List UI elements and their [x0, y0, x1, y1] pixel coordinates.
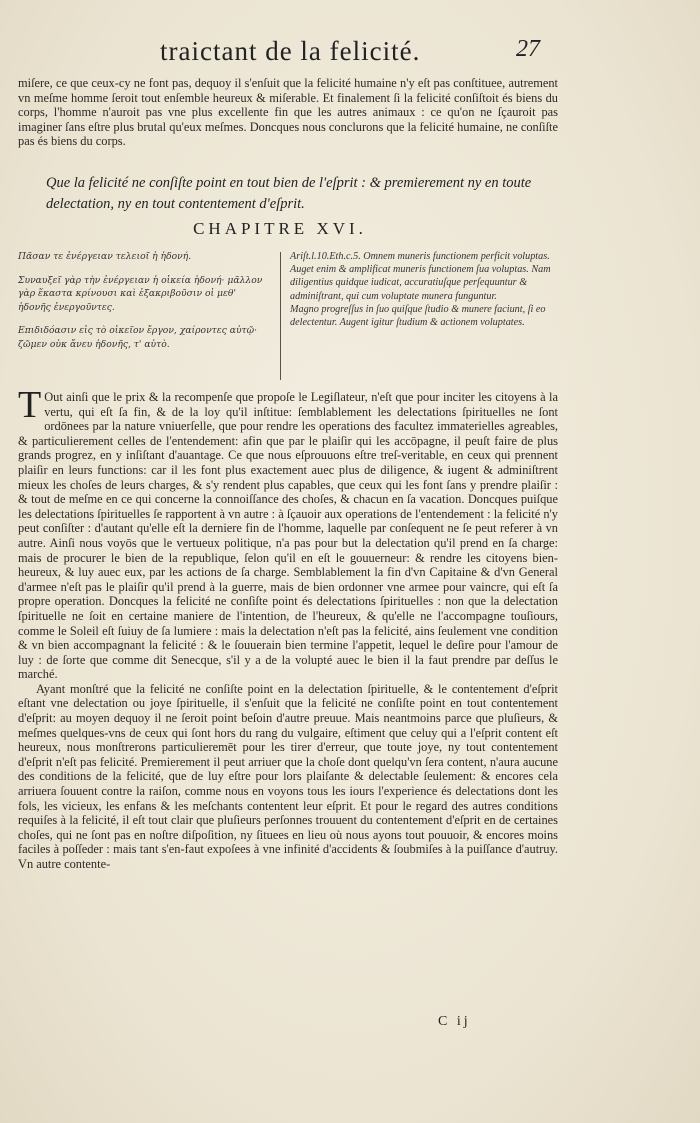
running-head: traictant de la felicité. [160, 36, 421, 66]
greek-quote: Πᾶσαν τε ἐνέργειαν τελειοῖ ἡ ἡδονή. [18, 251, 192, 262]
latin-notes [290, 250, 552, 329]
paragraph-1-text: Out ainſi que le prix & la recompenſe que propoſe le Legiſlateur, n'eſt que pour inciter les citoyens à la vertu, qui eſt ſa fin, & de la loy qu'il inſtitue: ſemblablement les delectations ſpirituelles ne ſont ordōnees par la nature vniuerſelle, que pour rendre les operations des facultez immaterielles agreables, & particulierement celles de l'entendement: afin que par le plaiſir qui les accōpagne, il peuſt faire de plus grands progrez, en y inſiſtant d'auantage. Ce que nous eſprouuons eſtre treſ-veritable, en ceux qui prennent plaiſir en leurs functions: car il les font plus exactement auec plus de diligence, & iugent & adminiſtrent mieux les choſes de leurs charges, & s'y rendent plus capables, que ceux qui les font ſans y prendre plaiſir : & tout de meſme en ce qui concerne la connoiſſance des choſes, & chacun en ſa vacation. Doncques puiſque les delectations ſpirituelles ſe rapportent à vn autre : à ſçauoir aux operations de l'entendement : la felicité n'y peut conſiſter : d'autant qu'elle eſt la derniere fin de l'homme, laquelle par conſequent ne ſe peut referer à vn autre. Ainſi nous voyōs que le vertueux politique, n'a pas pour but la delectation qu'il prend en ſa charge: mais de procurer le bien de la republique, ſelon qu'il en eſt le gouuerneur: & rendre les citoyens bien-heureux, & luy auec eux, par les actions de ſa charge. Semblablement la fin d'vn Capitaine & d'vn General d'armee n'eſt pas le plaiſir qu'il prend à la guerre, mais de bien ordonner vne armee pour vaincre, qui eſt ſa propre operation. Doncques la felicité ne conſiſte point és delectations ſpirituelles : non que la delectation ſpirituelle ne ſoit en certaine maniere de l'intention, de l'heureux, & qu'elle ne l'accompagne touſiours, comme le Soleil eſt ſuiuy de ſa lumiere : mais la delectation n'eſt pas la felicité, ains ſeulement vne condition & vn bien accompagnant la felicité : & le ſouuerain bien termine l'appetit, lequel le deſire pour l'amour de luy : de ſorte que comme dit Senecque, s'il y a de la volupté auec le bien il la faut prendre par deſſus le marché. [18, 390, 558, 682]
chapter-rubric: Que la felicité ne conſiſte point en tout bien de l'eſprit : & premierement ny en toute delectation, ny en tout contentement d'eſprit. [46, 175, 532, 212]
drop-cap: T [18, 384, 42, 426]
page-number: 27 [516, 36, 540, 62]
chapter-title: CHAPITRE XVI. [193, 219, 367, 238]
latin-note: Auget enim & amplificat muneris functionem ſua voluptas. Nam diligentius quidque iudicat, accuratiuſque perſequuntur & adminiſtrant, qui cum voluptate munera funguntur. [290, 264, 551, 302]
greek-quotations [18, 250, 268, 361]
column-divider [280, 252, 281, 380]
greek-quote: Επιδιδόασιν εἰς τὸ οἰκεῖον ἔργον, χαίροντες αὐτῷ· ζῶμεν οὐκ ἄνευ ἡδονῆς, τ' αὐτὸ. [18, 325, 258, 350]
paragraph-1 [18, 384, 558, 682]
quotation-columns [18, 250, 558, 382]
signature-mark: C ij [438, 1014, 471, 1029]
page-header [0, 36, 700, 76]
latin-note: Magno progreſſus in ſuo quiſque ſtudio & munere faciunt, ſi eo delectentur. Augent igitur ſtudium & actionem voluptates. [290, 303, 546, 329]
intro-text: miſere, ce que ceux-cy ne font pas, dequoy il s'enſuit que la felicité humaine n'y eſt pas conſtituee, autrement vn meſme homme ſeroit tout enſemble heureux & miſerable. Et finalement ſi la felicité conſiſtoit és biens du corps, l'homme n'auroit pas vne plus excellente fin que les autres animaux : ce qu'on ne ſçauroit pas imaginer ſans eſtre plus brutal qu'eux meſmes. Doncques nous conclurons que la felicité humaine, ne conſiſte pas és biens du corps. [18, 76, 558, 149]
main-text [18, 384, 558, 872]
paragraph-2: Ayant monſtré que la felicité ne conſiſte point en la delectation ſpirituelle, & le contentement d'eſprit eſtant vne delectation ou joye ſpirituelle, il s'enſuit que la felicité ne conſiſte point en tout contentement d'eſprit: au moyen dequoy il ne ſeroit point beſoin d'autre preuue. Mais neantmoins parce que pluſieurs, & meſmes quelques-vns de ceux qui ſont hors du rang du vulgaire, eſtiment que celuy qui a l'eſprit content eſt heureux, nous monſtrerons particulieremēt pour les tirer d'erreur, que toute joye, ny tout contentement d'eſprit n'eſt pas felicité. Premierement il peut arriuer que la choſe dont quelqu'vn ſera content, n'aura aucune des conditions de la felicité, que de luy eſtre pour lors plaiſante & delectable ſeulement: & encores cela arriuera ſouuent contre la raiſon, comme nous en voyons tous les iours l'experience és delectations dont les fols, les vicieux, les enfans & les meſchants contentent leur eſprit. Et pour le regard des autres conditions requiſes à la felicité, il eſt tout clair que pluſieurs perſonnes trouuent du contentement d'eſprit en de certaines choſes, qui ne ſont pas en noſtre diſpoſition, ny ſituees en lieu où nous ayons tout pouuoir, & encores moins faciles à poſſeder : mais tant s'en-faut expoſees à vne infinité d'accidents & ſoubmiſes à la puiſſance d'autruy. Vn autre contente- [18, 681, 558, 871]
latin-note: Ariſt.l.10.Eth.c.5. Omnem muneris functionem perficit voluptas. [290, 251, 550, 262]
greek-quote: Συναυξεῖ γὰρ τὴν ἐνέργειαν ἡ οἰκεία ἡδονή· μᾶλλον γὰρ ἕκαστα κρίνουσι καὶ ἐξακριβοῦσιν οἱ μεθ' ἡδονῆς ἐνεργοῦντες. [18, 274, 263, 313]
intro-paragraph [18, 76, 558, 149]
